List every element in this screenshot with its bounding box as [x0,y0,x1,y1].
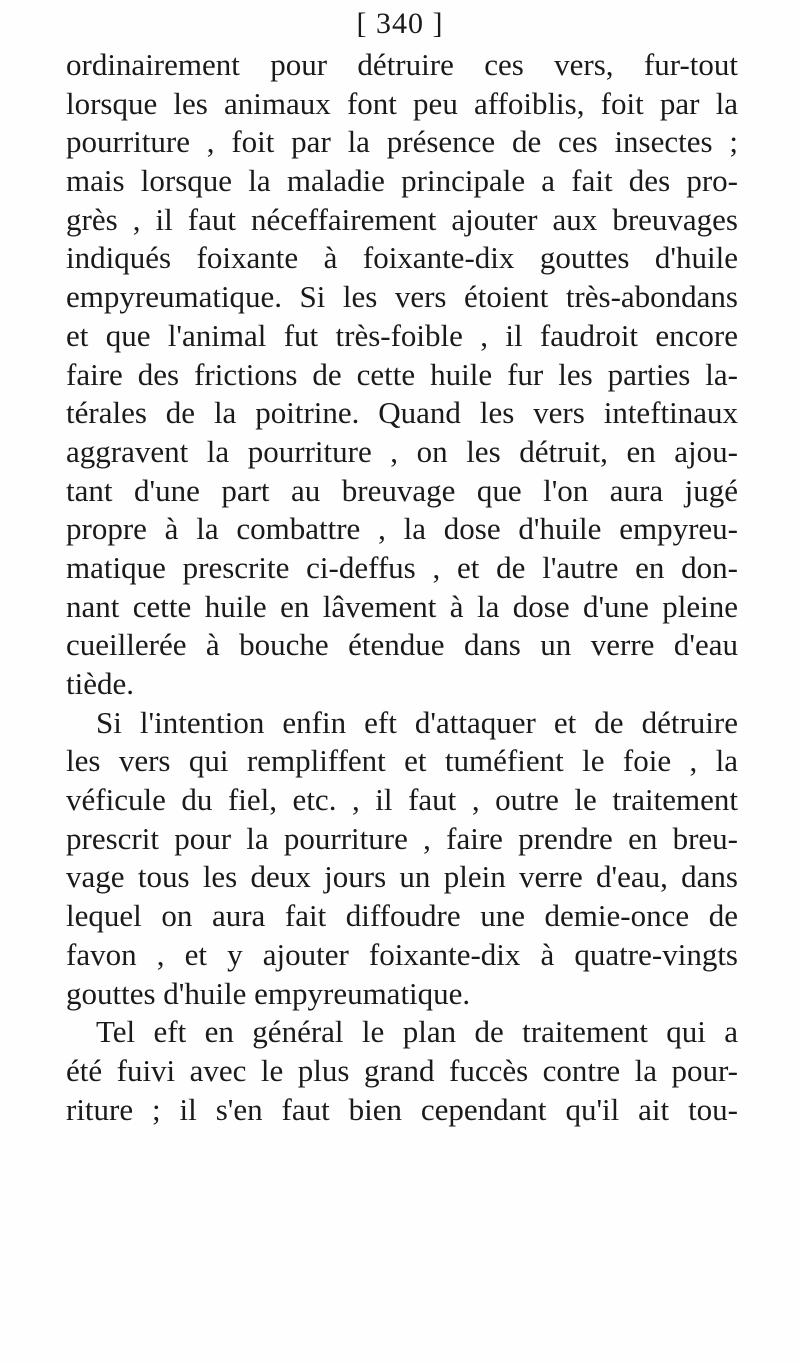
text-line: faire des frictions de cette huile fur les parties la- [66,356,738,392]
text-line: été fuivi avec le plus grand fuccès contre la pour- [66,1052,738,1088]
text-line: tiède. [66,666,134,701]
text-line: térales de la poitrine. Quand les vers inteftinaux [66,395,738,431]
text-line: les vers qui rempliffent et tuméfient le foie , la [66,743,738,779]
text-line: prescrit pour la pourriture , faire prendre en breu- [66,820,738,856]
text-line: grès , il faut néceffairement ajouter aux breuvages [66,201,738,237]
text-line: mais lorsque la maladie principale a fait des pro- [66,163,738,199]
text-line: Si l'intention enfin eft d'attaquer et de détruire [96,704,738,740]
text-line: matique prescrite ci-deffus , et de l'autre en don- [66,549,738,585]
text-line: Tel eft en général le plan de traitement qui a [96,1014,738,1050]
text-line: pourriture , foit par la présence de ces insectes ; [66,124,738,160]
text-line: nant cette huile en lâvement à la dose d'une pleine [66,588,738,624]
text-line: tant d'une part au breuvage que l'on aura jugé [66,472,738,508]
text-line: cueillerée à bouche étendue dans un verre d'eau [66,627,738,663]
text-line: lequel on aura fait diffoudre une demie-once de [66,898,738,934]
text-line: et que l'animal fut très-foible , il faudroit encore [66,317,738,353]
text-line: propre à la combattre , la dose d'huile empyreu- [66,511,738,547]
text-line: aggravent la pourriture , on les détruit, en ajou- [66,433,738,469]
text-line: indiqués foixante à foixante-dix gouttes d'huile [66,240,738,276]
text-line: favon , et y ajouter foixante-dix à quatre-vingts [66,936,738,972]
text-line: riture ; il s'en faut bien cependant qu'il ait tou- [66,1091,738,1127]
page-number: [ 340 ] [356,7,444,40]
text-line: vage tous les deux jours un plein verre d'eau, dans [66,859,738,895]
body-text [66,46,738,1129]
text-line: lorsque les animaux font peu affoiblis, foit par la [66,85,738,121]
text-line: véficule du fiel, etc. , il faut , outre le traitement [66,782,738,818]
text-line: ordinairement pour détruire ces vers, fur-tout [66,47,738,82]
text-line: gouttes d'huile empyreumatique. [66,975,471,1011]
text-line: empyreumatique. Si les vers étoient très-abondans [66,279,738,315]
